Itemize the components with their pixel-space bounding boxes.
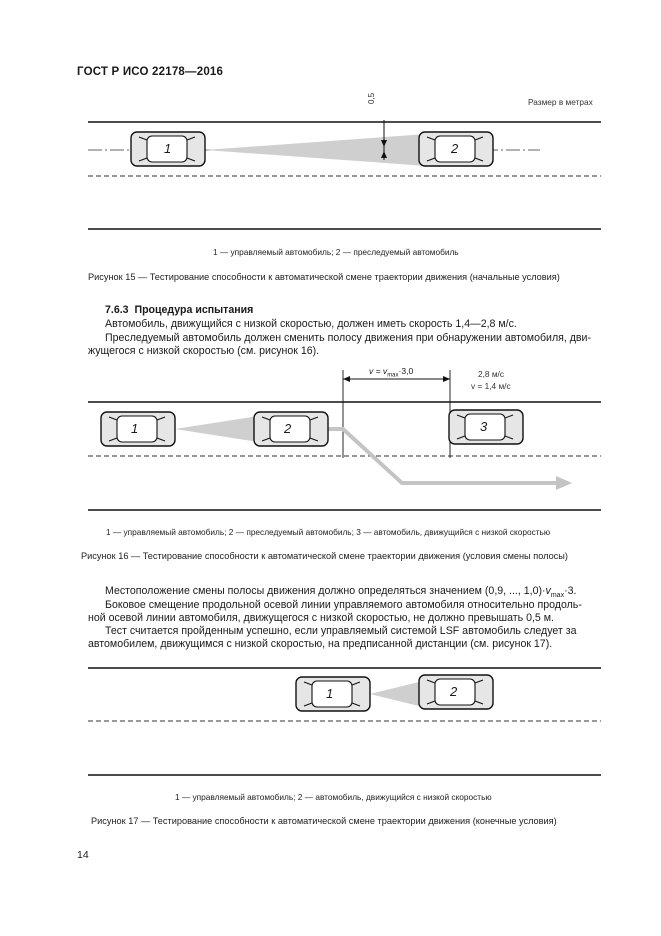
car-1-number: 1 xyxy=(131,421,139,436)
body-line-3: ной осевой линии автомобиля, движущегося с низкой скоростью, не должно превышать 0,5 м. xyxy=(88,612,554,624)
car-1-number: 1 xyxy=(326,686,334,701)
figure-15-caption: Рисунок 15 — Тестирование способности к автоматической смене траектории движения (начальные условия) xyxy=(88,272,560,282)
car-2-number: 2 xyxy=(451,141,459,156)
figure-17-legend: 1 — управляемый автомобиль; 2 — автомобиль, движущийся с низкой скоростью xyxy=(175,792,492,802)
speed-label-2: v = 1,4 м/с xyxy=(471,381,511,391)
figure-15-legend: 1 — управляемый автомобиль; 2 — преследуемый автомобиль xyxy=(213,247,459,257)
dimension-label: 0,5 xyxy=(367,92,376,104)
body-line-1-text: Местоположение смены полосы движения должно определяться значением (0,9, ..., 1,0)· xyxy=(105,585,546,597)
speed-label-1: 2,8 м/с xyxy=(478,369,504,379)
figure-16-caption: Рисунок 16 — Тестирование способности к автоматической смене траектории движения (условия смены полосы) xyxy=(81,551,568,561)
body-line-1-sub: max xyxy=(550,592,565,600)
car-2-number: 2 xyxy=(284,421,292,436)
section-para-2-line-1: Преследуемый автомобиль должен сменить полосу движения при обнаружении автомобиля, дви- xyxy=(105,332,592,344)
body-line-2: Боковое смещение продольной осевой линии управляемого автомобиля относительно продоль- xyxy=(105,599,582,611)
page-number: 14 xyxy=(77,849,89,861)
body-line-4: Тест считается пройденным успешно, если управляемый системой LSF автомобиль следует за xyxy=(105,625,577,637)
car-1-number: 1 xyxy=(164,141,172,156)
section-title: Процедура испытания xyxy=(134,304,254,316)
car-2-number: 2 xyxy=(450,684,458,699)
body-line-1-v: v xyxy=(545,585,551,597)
unit-note: Размер в метрах xyxy=(528,97,593,107)
section-para-2-line-2: жущегося с низкой скоростью (см. рисунок 16). xyxy=(88,345,320,357)
formula-sub: max xyxy=(387,372,399,379)
body-line-1-end: ·3. xyxy=(564,585,577,597)
figure-16-legend: 1 — управляемый автомобиль; 2 — преследуемый автомобиль; 3 — автомобиль, движущийся с низкой скоростью xyxy=(106,527,551,537)
document-header: ГОСТ Р ИСО 22178—2016 xyxy=(77,66,224,78)
section-number: 7.6.3 xyxy=(105,304,129,316)
formula-v: v = v xyxy=(369,366,388,376)
sensor-cone xyxy=(370,681,423,707)
figure-17-caption: Рисунок 17 — Тестирование способности к автоматической смене траектории движения (конечные условия) xyxy=(91,816,557,826)
car-3-number: 3 xyxy=(480,419,488,434)
formula-rest: ·3,0 xyxy=(398,366,414,376)
section-para-1: Автомобиль, движущийся с низкой скоростью, должен иметь скорость 1,4—2,8 м/с. xyxy=(105,318,517,330)
body-line-5: автомобилем, движущимся с низкой скоростью, на предписанной дистанции (см. рисунок 17). xyxy=(88,638,553,650)
